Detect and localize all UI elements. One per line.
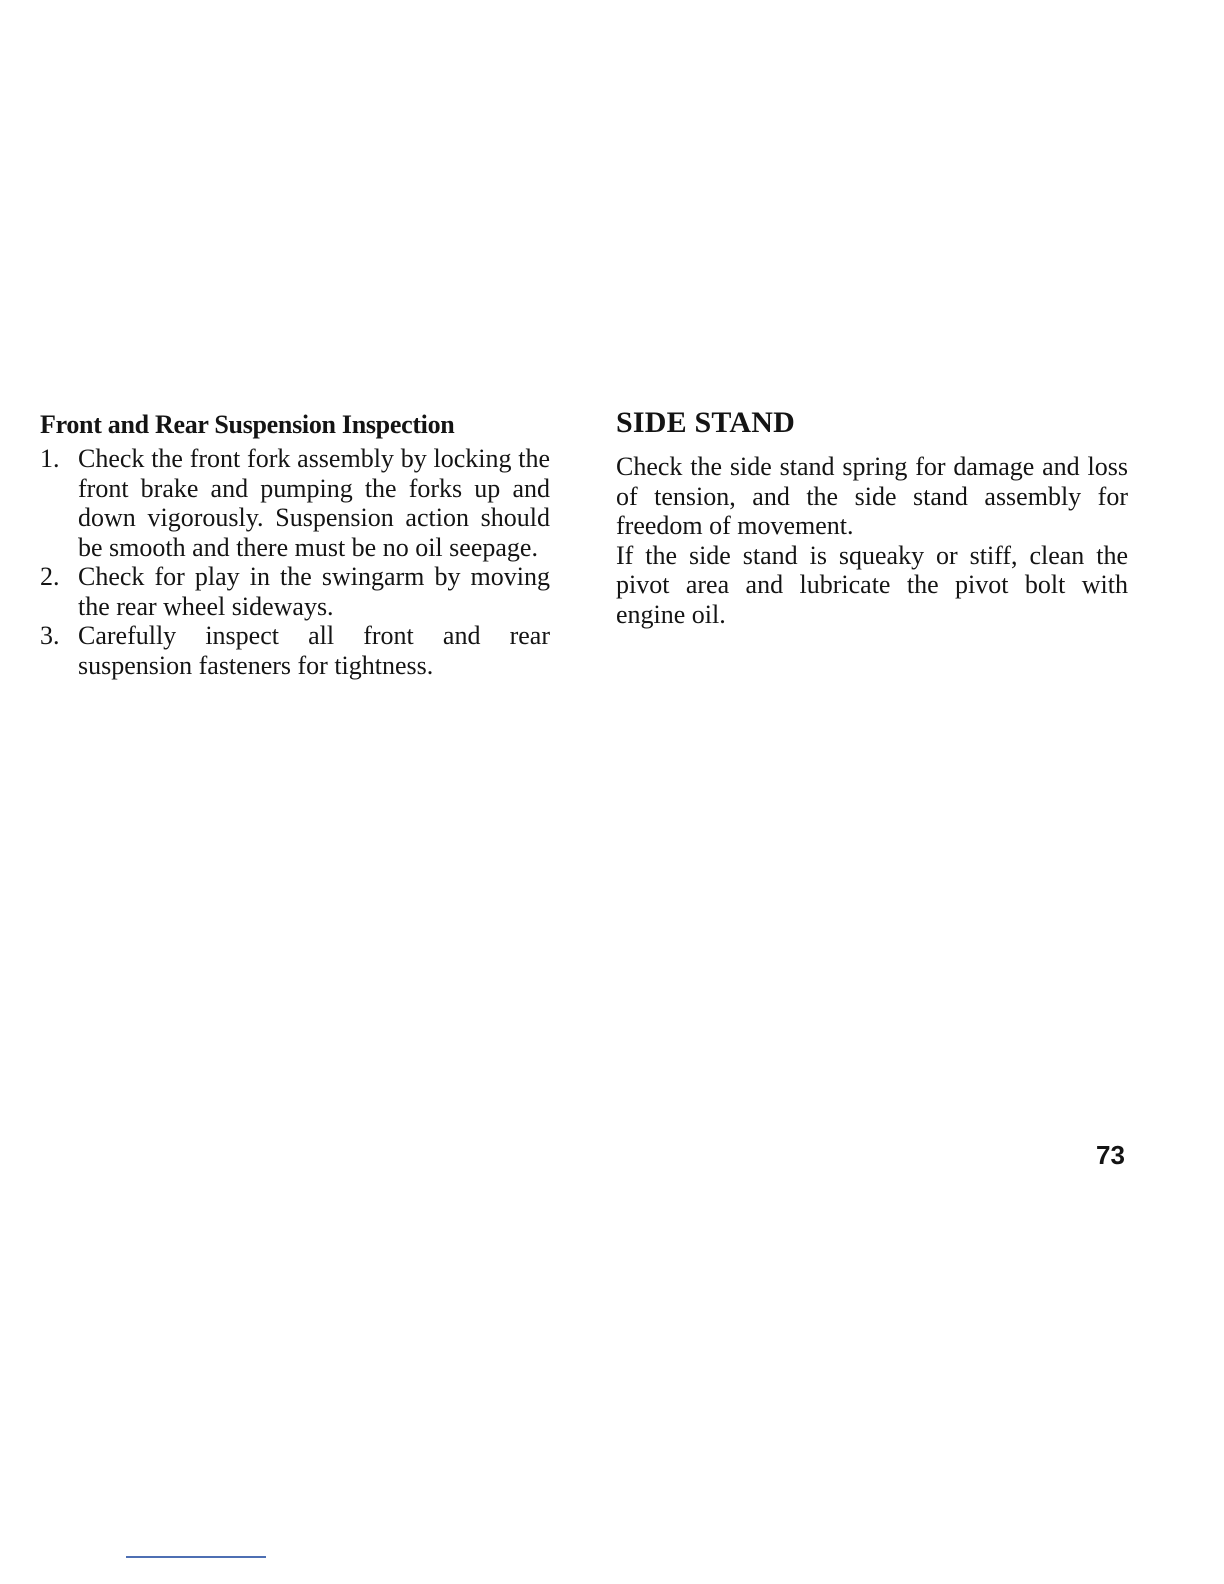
suspension-inspection-section xyxy=(40,408,550,680)
side-stand-section xyxy=(616,404,1128,629)
step-text: Check for play in the swingarm by moving the rear wheel sideways. xyxy=(78,562,550,621)
list-item xyxy=(40,621,550,680)
suspension-heading: Front and Rear Suspension Inspection xyxy=(40,410,455,439)
inspection-steps-list xyxy=(40,444,550,680)
scan-divider-line xyxy=(126,1556,266,1558)
step-text: Carefully inspect all front and rear suspension fasteners for tightness. xyxy=(78,621,550,680)
step-number: 3. xyxy=(40,621,60,650)
side-stand-paragraph-lubricate: If the side stand is squeaky or stiff, clean the pivot area and lubricate the pivot bolt with engine oil. xyxy=(616,540,1128,629)
step-number: 2. xyxy=(40,562,60,591)
side-stand-heading: SIDE STAND xyxy=(616,406,795,439)
step-number: 1. xyxy=(40,444,60,473)
page-number: 73 xyxy=(1096,1140,1125,1170)
side-stand-paragraph-check: Check the side stand spring for damage and loss of tension, and the side stand assembly for freedom of movement. xyxy=(616,452,1128,540)
list-item xyxy=(40,444,550,562)
list-item xyxy=(40,562,550,621)
step-text: Check the front fork assembly by locking the front brake and pumping the forks up and down vigorously. Suspension action should be smooth and there must be no oil seepage. xyxy=(78,444,550,562)
